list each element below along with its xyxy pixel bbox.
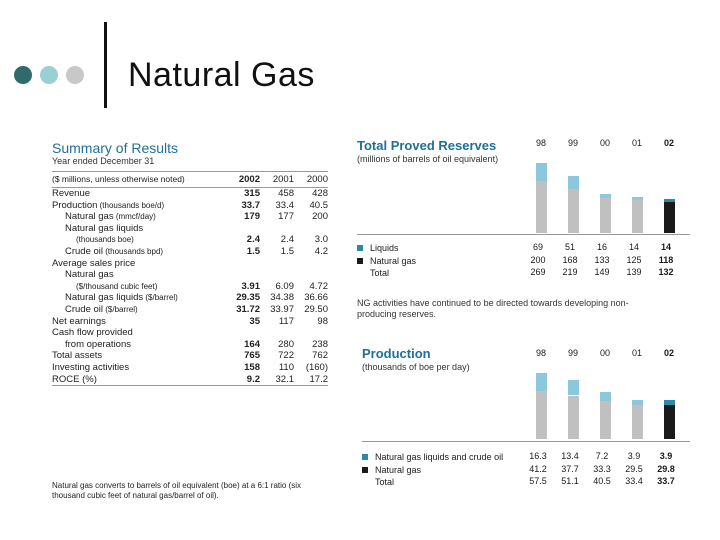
- summary-row-label: Total assets: [52, 350, 103, 362]
- legend-value: 37.7: [561, 463, 579, 474]
- summary-row: [52, 374, 328, 386]
- summary-row: [52, 350, 328, 362]
- summary-row-value: 164: [244, 338, 260, 350]
- bar-liquids: [568, 176, 579, 189]
- summary-row: [52, 246, 328, 258]
- legend-value: 149: [594, 267, 610, 277]
- summary-title: Summary of Results: [52, 140, 179, 156]
- bar-natural-gas: [664, 405, 675, 439]
- summary-row-value: 3.0: [314, 234, 328, 246]
- summary-row-value: [260, 223, 294, 235]
- summary-row: [52, 269, 328, 281]
- summary-header-year: 2001: [260, 172, 294, 188]
- bar-liquids: [600, 392, 611, 400]
- summary-row-value: 4.72: [309, 280, 328, 292]
- reserves-subtitle: (millions of barrels of oil equivalent): [357, 154, 499, 164]
- summary-row-value: [294, 269, 328, 281]
- summary-header-year: 2002: [226, 172, 260, 188]
- bar-natural-gas: [632, 200, 643, 233]
- summary-row: [52, 339, 328, 351]
- summary-header-year: 2000: [294, 172, 328, 188]
- legend-swatch: [357, 245, 363, 251]
- bar-natural-gas: [536, 181, 547, 233]
- legend-label: Natural gas: [375, 464, 422, 475]
- legend-value: 16: [596, 242, 607, 252]
- summary-row: [52, 200, 328, 212]
- summary-row-label: (thousands boe): [76, 235, 134, 245]
- legend-value: 51: [564, 242, 575, 252]
- year-label: 00: [599, 348, 610, 358]
- summary-row-label: Investing activities: [52, 361, 130, 373]
- legend-swatch: [362, 454, 368, 460]
- production-subtitle: (thousands of boe per day): [362, 362, 470, 372]
- summary-row-value: 33.4: [275, 199, 294, 211]
- summary-row-value: 158: [244, 361, 260, 373]
- legend-value: 57.5: [529, 476, 547, 486]
- legend-entry: [362, 451, 503, 463]
- title-divider: [104, 22, 107, 108]
- summary-row-label: Natural gas liquids: [65, 222, 144, 234]
- bar-liquids: [664, 400, 675, 405]
- bar-liquids: [664, 199, 675, 203]
- legend-value: 33.3: [593, 463, 611, 474]
- summary-subtitle: Year ended December 31: [52, 156, 155, 166]
- year-label: 02: [663, 348, 674, 358]
- legend-label: Natural gas liquids and crude oil: [375, 452, 504, 462]
- decor-dot-dark: [14, 66, 32, 84]
- legend-swatch: [362, 467, 368, 473]
- legend-value: 14: [628, 242, 639, 252]
- production-chart: [528, 364, 688, 439]
- summary-header-row: [52, 172, 328, 188]
- legend-entry: [357, 255, 416, 267]
- summary-row-value: 117: [278, 315, 294, 327]
- legend-value: 269: [530, 267, 546, 277]
- year-label: 01: [631, 348, 642, 358]
- summary-row-value: 428: [312, 188, 328, 199]
- summary-row-value: [226, 223, 260, 235]
- summary-row-value: [226, 327, 260, 339]
- summary-row-value: 29.50: [304, 303, 328, 315]
- reserves-title: Total Proved Reserves: [357, 138, 497, 153]
- legend-entry: [357, 242, 399, 254]
- bar-natural-gas: [664, 202, 675, 233]
- summary-row-value: [294, 223, 328, 235]
- year-label: 98: [535, 348, 546, 358]
- year-label: 99: [567, 348, 578, 358]
- reserves-rule: [357, 234, 690, 235]
- summary-row-value: 1.5: [246, 245, 260, 257]
- production-header: [362, 346, 522, 373]
- legend-value: 200: [530, 254, 546, 265]
- summary-row-value: 722: [278, 350, 294, 362]
- reserves-header: [357, 138, 517, 165]
- summary-row-label: Cash flow provided: [52, 327, 133, 339]
- decor-dot-gray: [66, 66, 84, 84]
- bar-liquids: [536, 373, 547, 392]
- legend-value: 13.4: [561, 451, 579, 461]
- summary-row-value: 17.2: [294, 374, 328, 386]
- legend-value: 33.4: [625, 476, 643, 486]
- summary-row-label: Natural gas (mmcf/day): [65, 211, 156, 223]
- summary-row-value: [294, 258, 328, 270]
- summary-row-value: 33.97: [270, 303, 294, 315]
- summary-row-label: Average sales price: [52, 257, 136, 269]
- summary-row-label: Natural gas: [65, 269, 114, 281]
- summary-row: [52, 211, 328, 223]
- summary-row-value: [260, 258, 294, 270]
- summary-row-value: 35: [249, 315, 260, 327]
- summary-row-value: 315: [244, 188, 260, 199]
- summary-row-value: 458: [278, 188, 294, 199]
- year-label: 98: [535, 138, 546, 148]
- reserves-chart: [528, 160, 688, 233]
- production-title: Production: [362, 346, 431, 361]
- summary-row: [52, 223, 328, 235]
- legend-value: 125: [626, 254, 642, 265]
- summary-row-value: [260, 269, 294, 281]
- bar-natural-gas: [536, 391, 547, 439]
- summary-row: [52, 316, 328, 328]
- legend-value: 33.7: [657, 476, 675, 486]
- summary-row-value: [260, 327, 294, 339]
- legend-value: 139: [626, 267, 642, 277]
- summary-footnote: Natural gas converts to barrels of oil equivalent (boe) at a 6:1 ratio (six thousand cubic feet of natural gas/barrel of oil).: [52, 481, 302, 500]
- legend-value: 14: [660, 242, 671, 252]
- summary-row-value: 31.72: [236, 303, 260, 315]
- summary-row-value: 34.38: [270, 292, 294, 304]
- legend-value: 41.2: [529, 463, 547, 474]
- legend-value: 40.5: [593, 476, 611, 486]
- summary-row-value: 2.4: [280, 234, 294, 246]
- summary-row-value: 200: [312, 211, 328, 223]
- production-rule: [362, 441, 690, 442]
- summary-row-label: ROCE (%): [52, 374, 226, 386]
- legend-value: 16.3: [529, 451, 547, 461]
- summary-row-label: ($/thousand cubic feet): [76, 281, 158, 291]
- summary-row-label: Natural gas liquids ($/barrel): [65, 292, 178, 304]
- legend-label: Total: [375, 477, 395, 487]
- summary-row-value: 762: [312, 350, 328, 362]
- decor-dot-light: [40, 66, 58, 84]
- summary-table: [52, 171, 328, 386]
- summary-row-value: 29.35: [236, 292, 260, 304]
- summary-panel: [52, 140, 328, 386]
- legend-entry: [362, 464, 421, 476]
- year-label: 02: [663, 138, 674, 148]
- summary-row-value: 6.09: [275, 280, 294, 292]
- slide-title: Natural Gas: [128, 56, 315, 94]
- summary-row-value: [226, 269, 260, 281]
- summary-row-value: 32.1: [260, 374, 294, 386]
- summary-header-label: ($ millions, unless otherwise noted): [52, 172, 226, 188]
- summary-row-value: 177: [278, 211, 294, 223]
- bar-natural-gas: [600, 401, 611, 439]
- summary-row-label: Net earnings: [52, 315, 106, 327]
- legend-label: Liquids: [370, 243, 399, 253]
- bar-natural-gas: [568, 396, 579, 440]
- summary-row-value: 179: [244, 211, 260, 223]
- summary-row-value: 110: [278, 361, 294, 373]
- legend-value: 219: [562, 267, 578, 277]
- summary-row-value: 9.2: [226, 374, 260, 386]
- legend-value: 51.1: [561, 476, 579, 486]
- summary-row: [52, 362, 328, 374]
- bar-natural-gas: [568, 189, 579, 233]
- summary-row-label: Production (thousands boe/d): [52, 199, 165, 211]
- legend-swatch: [357, 258, 363, 264]
- summary-row-value: 765: [244, 350, 260, 362]
- summary-row: [52, 327, 328, 339]
- bar-natural-gas: [632, 405, 643, 439]
- legend-entry: [362, 476, 394, 488]
- legend-value: 168: [562, 254, 578, 265]
- legend-swatch: [357, 270, 363, 276]
- summary-row-value: 4.2: [314, 245, 328, 257]
- summary-row-value: [226, 258, 260, 270]
- summary-row-value: 36.66: [304, 292, 328, 304]
- summary-row-label: Revenue: [52, 188, 91, 199]
- legend-label: Total: [370, 268, 390, 278]
- year-label: 00: [599, 138, 610, 148]
- legend-label: Natural gas: [370, 255, 417, 266]
- summary-row-value: 238: [312, 338, 328, 350]
- summary-row: [52, 304, 328, 316]
- summary-row-value: 98: [317, 315, 328, 327]
- summary-row: [52, 234, 328, 246]
- summary-row: [52, 281, 328, 293]
- legend-swatch: [362, 479, 368, 485]
- summary-row-label: from operations: [65, 338, 132, 350]
- summary-row-value: 3.91: [241, 280, 260, 292]
- bar-natural-gas: [600, 198, 611, 233]
- summary-row-value: [294, 327, 328, 339]
- legend-value: 69: [532, 242, 543, 252]
- summary-row-label: Crude oil ($/barrel): [65, 303, 138, 315]
- year-label: 99: [567, 138, 578, 148]
- year-label: 01: [631, 138, 642, 148]
- summary-row-value: (160): [305, 361, 328, 373]
- summary-row-value: 33.7: [241, 199, 260, 211]
- legend-value: 133: [594, 254, 610, 265]
- legend-value: 7.2: [595, 451, 609, 461]
- legend-value: 3.9: [659, 451, 673, 461]
- summary-row: [52, 292, 328, 304]
- legend-value: 29.5: [625, 463, 643, 474]
- summary-row-value: 40.5: [309, 199, 328, 211]
- legend-entry: [357, 267, 389, 279]
- summary-row: [52, 188, 328, 200]
- summary-row-label: Crude oil (thousands bpd): [65, 245, 164, 257]
- bar-liquids: [632, 400, 643, 405]
- bar-liquids: [600, 194, 611, 198]
- legend-value: 29.8: [657, 463, 675, 474]
- reserves-note: NG activities have continued to be directed towards developing non-producing reserves.: [357, 298, 629, 319]
- legend-value: 132: [658, 267, 674, 277]
- summary-row: [52, 258, 328, 270]
- bar-liquids: [568, 380, 579, 395]
- summary-row-value: 2.4: [246, 234, 260, 246]
- bar-liquids: [536, 163, 547, 181]
- bar-liquids: [632, 197, 643, 201]
- summary-row-value: 280: [278, 338, 294, 350]
- summary-row-value: 1.5: [280, 245, 294, 257]
- legend-value: 118: [658, 254, 674, 265]
- legend-value: 3.9: [627, 451, 641, 461]
